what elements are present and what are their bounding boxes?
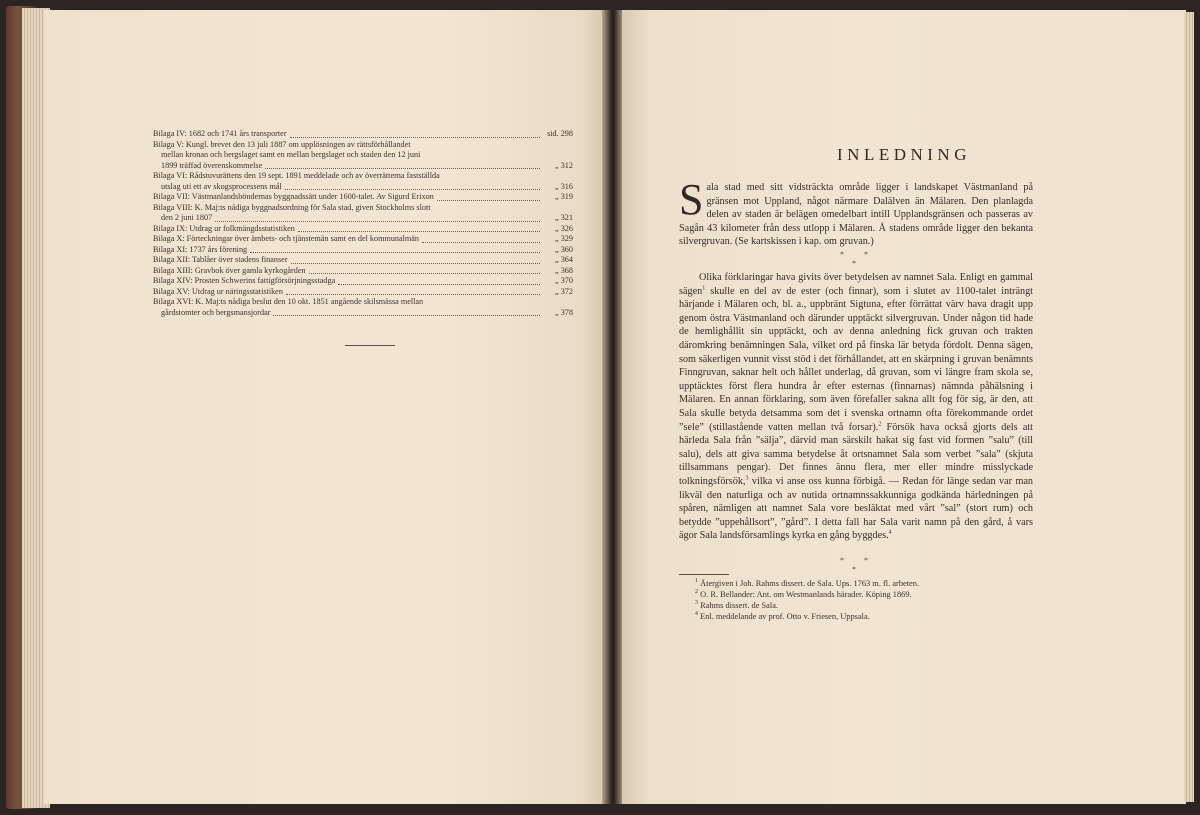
footnote-mark: 3 [695, 600, 698, 607]
toc-entry-text: Bilaga XV: Utdrag ur näringsstatistiken [153, 286, 283, 296]
toc-page-number: „ 364 [555, 255, 573, 264]
toc-leader-dots [285, 189, 540, 190]
appendix-list [153, 129, 573, 318]
toc-entry-text: Bilaga X: Förteckningar över ämbets- och tjänstemän samt en del kommunalmän [153, 234, 420, 243]
toc-entry-line [153, 276, 573, 287]
footnote-text: Återgiven i Joh. Rahms dissert. de Sala. Ups. 1763 m. fl. arbeten. [700, 579, 920, 588]
asterism-star: * [840, 556, 844, 565]
toc-page-number: „ 372 [555, 286, 573, 296]
toc-leader-dots [273, 315, 540, 316]
toc-page-number: „ 316 [555, 181, 573, 191]
toc-entry-line [153, 245, 573, 256]
asterism-star: * [864, 250, 868, 259]
toc-entry-text: Bilaga VII: Västmanlandsböndernas byggnadssätt under 1600-talet. Av Sigurd Erixon [153, 192, 434, 201]
toc-leader-dots [290, 137, 540, 138]
name-paragraph-part-2: skulle en del av de ester (och finnar), som i slutet av 1100-talet inträngt härjande i Mälaren och, bl. a., uppbränt Sigtuna, efter förrättat värv hava dragit upp genom östra Västmanland och därunder upptäckt silvergruvan. Under någon tid hade de hemlighållit sin upptäckt, och av denna anledning fick gruvan och trakten däromkring benämningen Sala, vilket ord på finska lär betyda fördolt. Denna sägen, som säkerligen vunnit visst stöd i det förhållandet, att en skärpning i gruvan benämnts Finngruvan, saknar helt och hållet underlag, då gruvan, som vi längre fram skola se, upptäcktes först flera hundra år efter esternas (finnarnas) nämnda påhälsning i Mälaren. En annan förklaring, som även förefaller sakna allt fog för sig, är den, att Sala skulle betyda detsamma som det i svenska ortnamn ofta förekommande ordet ”sele” (stillastående vatten mellan två forsar). [679, 285, 1033, 433]
footnote-text: O. R. Bellander: Ant. om Westmanlands härader. Köping 1869. [700, 590, 912, 599]
footnote-mark: 1 [695, 578, 698, 585]
footnote-text: Enl. meddelande av prof. Otto v. Friesen, Uppsala. [700, 612, 870, 621]
toc-entry-line [153, 224, 573, 235]
toc-entry-text: Bilaga XII: Tablåer över stadens finanser [153, 255, 288, 264]
toc-page-number: „ 378 [555, 307, 573, 317]
toc-leader-dots [265, 168, 540, 169]
toc-entry-line [153, 287, 573, 298]
toc-entry-text: Bilaga VI: Rådstuvurättens den 19 sept. 1891 meddelade och av överrätterna fastställda [153, 171, 440, 180]
toc-entry-line [153, 203, 573, 214]
toc-entry-text: Bilaga XIII: Gravbok över gamla kyrkogården [153, 265, 306, 275]
toc-entry-line [153, 171, 573, 182]
toc-leader-dots [250, 252, 540, 253]
toc-leader-dots [298, 231, 540, 232]
asterism-star: * [852, 259, 856, 268]
name-paragraph [679, 271, 1033, 543]
toc-entry-line [153, 150, 573, 161]
footnotes [679, 578, 1033, 622]
toc-end-rule [345, 345, 395, 346]
toc-leader-dots [437, 200, 540, 201]
toc-entry-text: 1899 träffad överenskommelse [161, 160, 263, 170]
footnote [679, 600, 1033, 611]
toc-page-number: „ 368 [555, 265, 573, 275]
toc-entry-text: utslag uti ett av skogsprocessens mål [161, 181, 282, 191]
toc-entry-line [153, 255, 573, 266]
footnote-ref-2: 2 [878, 421, 882, 428]
toc-leader-dots [338, 284, 540, 285]
toc-entry-text: Bilaga XI: 1737 års förening [153, 244, 248, 254]
chapter-title: INLEDNING [837, 145, 971, 164]
toc-entry-text: den 2 juni 1807 [161, 213, 213, 222]
toc-page-number: sid. 298 [547, 129, 573, 138]
toc-entry-line [153, 234, 573, 245]
footnote-ref-4: 4 [888, 529, 892, 536]
toc-entry-text: Bilaga XIV: Prosten Schwerins fattigförsörjningsstadga [153, 276, 336, 285]
toc-page-number: „ 370 [555, 276, 573, 285]
footnote-ref-3: 3 [745, 475, 749, 482]
toc-page-number: „ 329 [555, 234, 573, 243]
toc-entry-text: Bilaga IV: 1682 och 1741 års transporter [153, 129, 287, 138]
page-stack-right [1184, 12, 1194, 802]
name-paragraph-part-1: Olika förklaringar hava givits över betydelsen av namnet Sala. Enligt en gammal sägen [679, 272, 1033, 297]
toc-entry-text: gårdstomter och bergsmansjordar [161, 307, 271, 317]
toc-entry-line [153, 192, 573, 203]
toc-leader-dots [286, 294, 540, 295]
intro-paragraph-text: ala stad med sitt vidsträckta område ligger i landskapet Västmanland på gränsen mot Uppland, något närmare Dalälven än Mälaren. Den planlagda delen av staden är belägen omedelbart intill Upplandsgränsen och passeras av Sagån 43 kilometer från dess utlopp i Mälaren. Å stadens område ligger den bekanta silvergruvan. (Se kartskissen i kap. om gruvan.) [679, 182, 1033, 248]
toc-entry-text: Bilaga VIII: K. Maj:ts nådiga byggnadsordning för Sala stad, given Stockholms slott [153, 202, 431, 212]
footnote-mark: 4 [695, 611, 698, 618]
footnote [679, 578, 1033, 589]
toc-page-number: „ 360 [555, 244, 573, 254]
footnote-mark: 2 [695, 589, 698, 596]
toc-entry-text: Bilaga IX: Utdrag ur folkmängdsstatistiken [153, 223, 295, 233]
footnote-text: Rahms dissert. de Sala. [700, 601, 779, 610]
name-paragraph-part-3: Försök hava också gjorts dels att härleda Sala från ”sälja”, därvid man särskilt hakat sig fast vid formen ”salu” (till salu), dels att giva samma betydelse åt ortsnamnet Sala som verbet ”sala” (skjuta tillsammans pengar). Det finnes ännu flera, mer eller mindre misslyckade tolkningsförsök, [679, 421, 1034, 487]
asterism-star: * [852, 565, 856, 574]
footnote-ref-1: 1 [702, 285, 706, 292]
toc-leader-dots [291, 263, 540, 264]
toc-page-number: „ 319 [555, 192, 573, 201]
toc-entry-text: Bilaga XVI: K. Maj:ts nådiga beslut den 10 okt. 1851 angående skilsmässa mellan [153, 297, 424, 306]
toc-leader-dots [422, 242, 540, 243]
toc-entry-line [153, 213, 573, 224]
footnote [679, 589, 1033, 600]
name-paragraph-part-4: vilka vi anse oss kunna förbigå. — Redan för länge sedan var man likväl den naturliga och av nutida ortnamnssakkunniga godkända härledningen på spåren, nämligen att namnet Sala vore besläktat med vårt ”sal” (stort rum) och betydde ”uppehållsort”, ”gård”. I detta fall har Sala varit namn på den gård, å vars ägor Sala landsförsamlings kyrka en gång byggdes. [679, 475, 1033, 542]
toc-entry-line [153, 161, 573, 172]
footnote-rule [679, 574, 729, 575]
toc-entry-line [153, 129, 573, 140]
toc-entry-text: Bilaga V: Kungl. brevet den 13 juli 1887 om upplösningen av rättsförhållandet [153, 139, 411, 149]
toc-entry-line [153, 308, 573, 319]
toc-entry-line [153, 182, 573, 193]
footnote [679, 611, 1033, 622]
asterism-star: * [864, 556, 868, 565]
toc-entry-line [153, 140, 573, 151]
toc-page-number: „ 312 [555, 160, 573, 170]
toc-page-number: „ 321 [555, 213, 573, 222]
toc-entry-line [153, 266, 573, 277]
toc-entry-line [153, 297, 573, 308]
intro-paragraph [679, 175, 1033, 249]
toc-entry-text: mellan kronan och bergslaget samt en mellan bergslaget och staden den 12 juni [161, 150, 421, 159]
toc-leader-dots [215, 221, 540, 222]
toc-leader-dots [309, 273, 540, 274]
drop-cap: S [679, 175, 704, 224]
book-gutter [602, 10, 624, 804]
toc-page-number: „ 326 [555, 223, 573, 233]
asterism-star: * [840, 250, 844, 259]
